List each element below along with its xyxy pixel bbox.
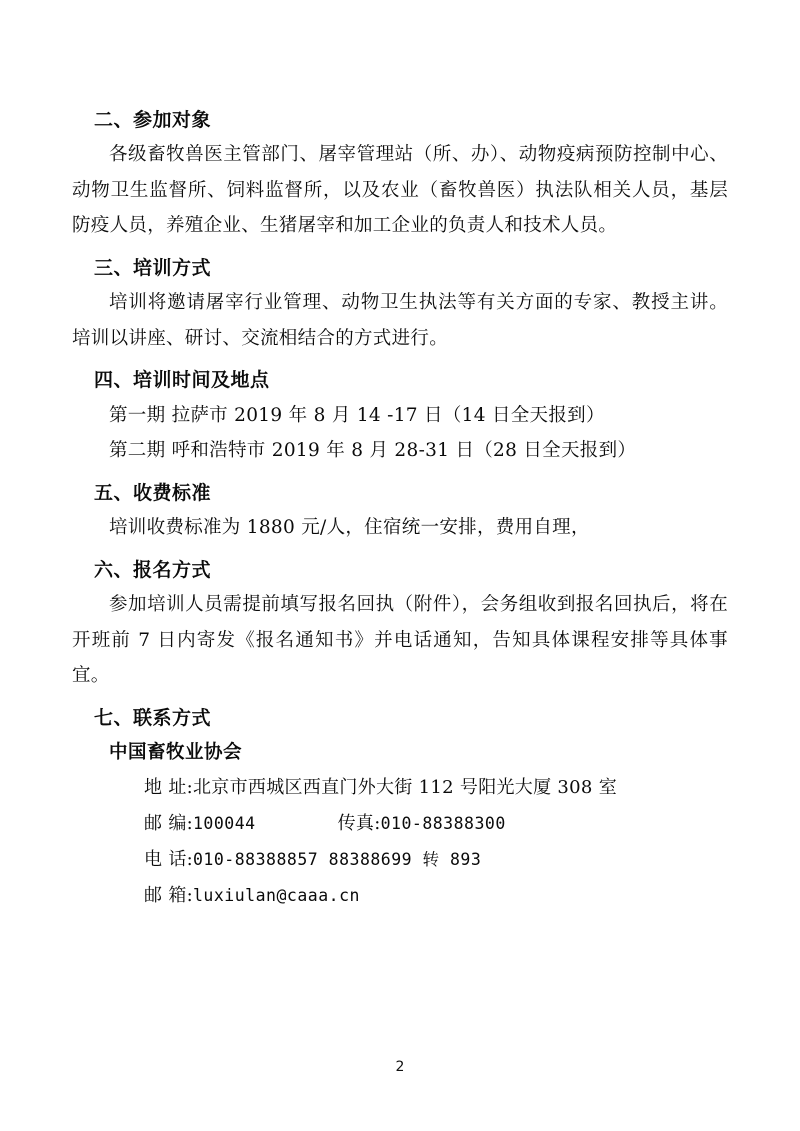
contact-phone-line [72, 842, 728, 878]
contact-fax-label: 传真: [337, 813, 381, 835]
document-body [72, 106, 728, 914]
contact-postcode-line [72, 806, 728, 842]
contact-phone-value: 010-88388857 88388699 转 893 [193, 850, 482, 870]
contact-address-line [72, 770, 728, 806]
contact-postcode-label: 邮 编: [144, 813, 193, 835]
section-heading-registration: 六、报名方式 [94, 558, 212, 581]
section-heading-fees: 五、收费标准 [94, 481, 212, 504]
section-paragraph-participants: 各级畜牧兽医主管部门、屠宰管理站（所、办）、动物疫病预防控制中心、动物卫生监督所、饲料监督所，以及农业（畜牧兽医）执法队相关人员，基层防疫人员，养殖企业、生猪屠宰和加工企业的负责人和技术人员。 [72, 144, 728, 237]
contact-fax-value: 010-88388300 [380, 814, 506, 834]
training-session-first: 第一期 拉萨市 2019 年 8 月 14 -17 日（14 日全天报到） [109, 404, 605, 426]
section-paragraph-fees: 培训收费标准为 1880 元/人，住宿统一安排，费用自理， [109, 517, 590, 539]
page-number: 2 [395, 1059, 405, 1075]
section-heading-training-method: 三、培训方式 [94, 256, 212, 279]
contact-email-label: 邮 箱: [144, 885, 193, 907]
section-heading-contact: 七、联系方式 [94, 706, 212, 729]
contact-address-label: 地 址: [144, 777, 193, 799]
section-heading-time-and-place: 四、培训时间及地点 [94, 369, 270, 392]
contact-email-line [72, 878, 728, 914]
contact-postcode-value: 100044 [193, 814, 256, 834]
section-paragraph-registration: 参加培训人员需提前填写报名回执（附件），会务组收到报名回执后，将在开班前 7 日内寄发《报名通知书》并电话通知，告知具体课程安排等具体事宜。 [72, 594, 728, 687]
section-paragraph-training-method: 培训将邀请屠宰行业管理、动物卫生执法等有关方面的专家、教授主讲。培训以讲座、研讨、交流相结合的方式进行。 [72, 292, 728, 349]
contact-organization-name: 中国畜牧业协会 [109, 742, 243, 764]
contact-address-value: 北京市西城区西直门外大街 112 号阳光大厦 308 室 [193, 777, 617, 799]
contact-email-value: luxiulan@caaa.cn [193, 886, 360, 906]
training-session-second: 第二期 呼和浩特市 2019 年 8 月 28-31 日（28 日全天报到） [109, 440, 637, 462]
contact-phone-label: 电 话: [144, 849, 193, 871]
section-heading-participants: 二、参加对象 [94, 109, 212, 131]
